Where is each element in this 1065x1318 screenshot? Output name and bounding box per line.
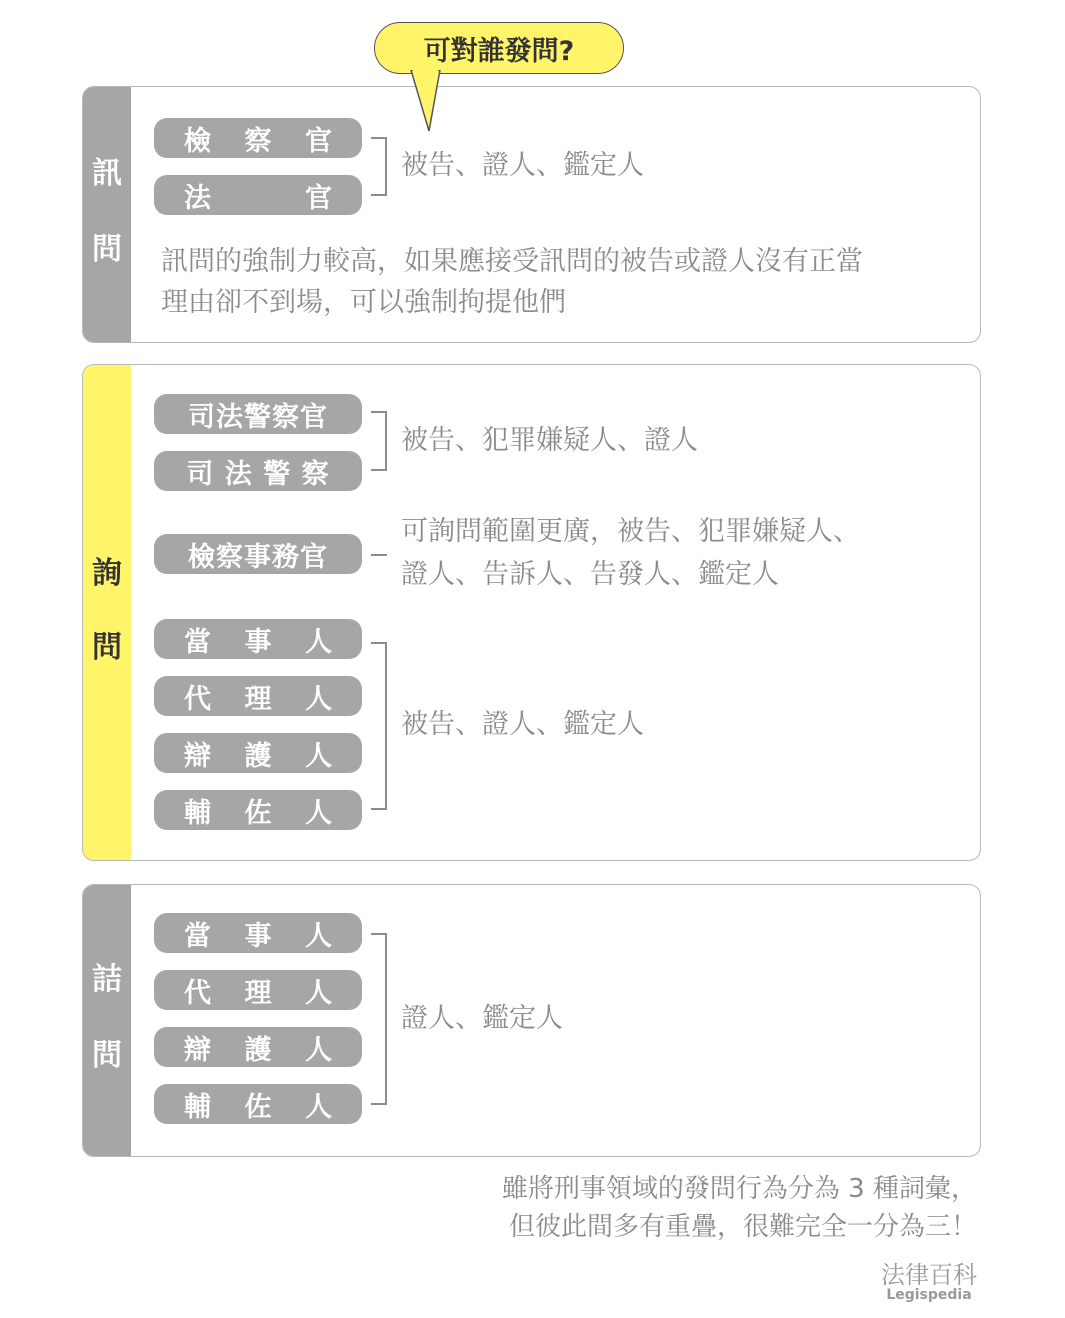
section-label-char: 問: [92, 1038, 122, 1073]
footnote-line: 雖將刑事領域的發問行為分為 3 種詞彙，: [501, 1174, 977, 1204]
role-pill: [154, 790, 362, 830]
role-char: 官: [305, 182, 332, 214]
bracket: [371, 933, 387, 1105]
section-label-char: 訊: [92, 156, 122, 191]
role-char: 辯: [184, 1034, 211, 1066]
bracket: [371, 411, 387, 471]
role-pill: [154, 175, 362, 215]
role-char: 代: [184, 683, 211, 715]
role-char: 當: [184, 920, 211, 952]
role-char: 官: [305, 125, 332, 157]
description-line: 訊問的強制力較高，如果應接受訊問的被告或證人沒有正當: [161, 246, 863, 277]
logo-subtitle: Legispedia: [886, 1287, 972, 1303]
role-pill: [154, 913, 362, 953]
section-label-bar: [83, 87, 131, 342]
target-list: 被告、證人、鑑定人: [401, 709, 644, 740]
section-interrogation: [82, 86, 981, 343]
role-char: 理: [244, 683, 272, 715]
footnote: [502, 1170, 977, 1246]
connector: [371, 554, 387, 556]
role-char: 檢: [184, 125, 211, 157]
role-char: 事: [244, 920, 272, 952]
role-char: 人: [305, 740, 332, 772]
role-char: 人: [305, 1091, 332, 1123]
section-label-char: 詢: [92, 556, 122, 591]
description-line: 理由卻不到場，可以強制拘提他們: [161, 287, 566, 318]
role-char: 人: [305, 920, 332, 952]
role-pill: [154, 394, 362, 434]
role-label: 司法警察官: [188, 401, 328, 433]
callout-text: 可對誰發問?: [423, 35, 575, 67]
role-char: 代: [184, 977, 211, 1009]
footnote-line: 但彼此間多有重疊，很難完全一分為三！: [508, 1212, 977, 1242]
role-char: 理: [244, 977, 272, 1009]
bracket: [371, 137, 387, 196]
role-char: 輔: [184, 1091, 211, 1123]
section-inquiry: [82, 364, 981, 861]
section-label-char: 問: [92, 630, 122, 665]
role-char: 佐: [244, 1091, 272, 1123]
role-char: 人: [305, 977, 332, 1009]
section-label-bar: [83, 885, 131, 1156]
role-pill: [154, 534, 362, 574]
section-questioning: [82, 884, 981, 1157]
section-label-char: 問: [92, 232, 122, 267]
role-char: 護: [244, 740, 272, 772]
role-char: 人: [305, 1034, 332, 1066]
target-list: 被告、犯罪嫌疑人、證人: [401, 425, 698, 456]
role-char: 人: [305, 797, 332, 829]
role-char: 人: [305, 683, 332, 715]
role-char: 佐: [244, 797, 272, 829]
callout-bubble: [374, 22, 624, 74]
role-char: 察: [244, 125, 272, 157]
section-label-char: 詰: [92, 962, 122, 997]
role-label: 司 法 警 察: [186, 458, 330, 490]
role-pill: [154, 1027, 362, 1067]
target-list: 可詢問範圍更廣，被告、犯罪嫌疑人、: [401, 516, 860, 547]
section-label-bar: [83, 365, 131, 860]
role-label: 檢察事務官: [188, 541, 328, 573]
role-pill: [154, 1084, 362, 1124]
role-pill: [154, 733, 362, 773]
role-char: 人: [305, 626, 332, 658]
role-char: 事: [244, 626, 272, 658]
target-list: 證人、鑑定人: [401, 1003, 563, 1034]
role-pill: [154, 451, 362, 491]
target-list: 被告、證人、鑑定人: [401, 150, 644, 181]
role-char: 護: [244, 1034, 272, 1066]
role-pill: [154, 676, 362, 716]
role-char: 法: [184, 182, 211, 214]
callout-pointer: [410, 70, 450, 134]
role-pill: [154, 118, 362, 158]
target-list: 證人、告訴人、告發人、鑑定人: [401, 559, 779, 590]
role-pill: [154, 619, 362, 659]
role-pill: [154, 970, 362, 1010]
role-char: 輔: [184, 797, 211, 829]
bracket: [371, 642, 387, 810]
role-char: 當: [184, 626, 211, 658]
logo-name: 法律百科: [881, 1261, 977, 1289]
role-char: 辯: [184, 740, 211, 772]
